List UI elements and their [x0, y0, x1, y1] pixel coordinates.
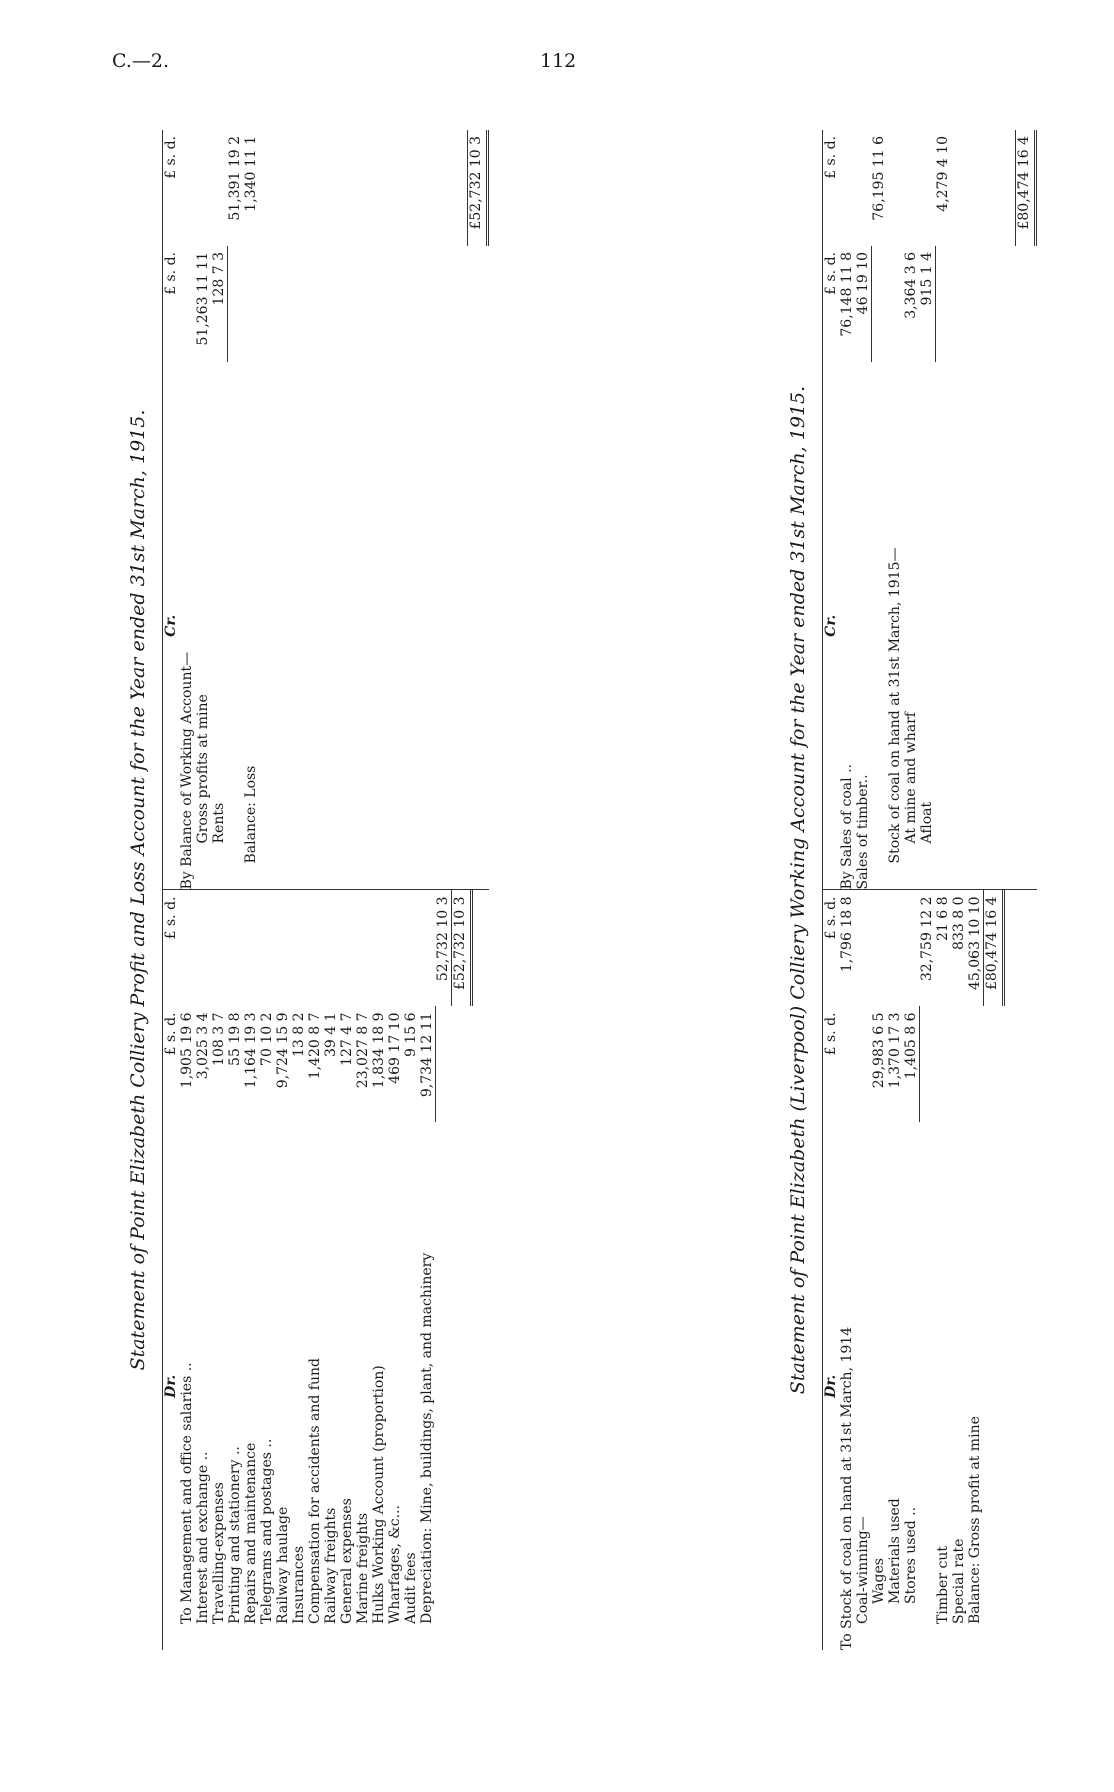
ledger-row [227, 891, 243, 1651]
ledger-row [935, 891, 951, 1651]
column-head: £ s. d. [163, 136, 179, 179]
ledger-row [259, 891, 275, 1651]
item-description: Telegrams and postages .. [259, 1438, 275, 1624]
ledger-row [403, 891, 419, 1651]
item-description: Gross profits at mine [195, 694, 211, 844]
opening-stock-label: To Stock of coal on hand at 31st March, 1914 [839, 1326, 855, 1650]
ledger-row [903, 891, 919, 1651]
ledger-row [967, 891, 983, 1651]
column-head: £ s. d. [163, 1012, 179, 1056]
coal-winning-total: 32,759 12 2 [919, 896, 935, 982]
credit-total: £80,474 16 4 [1015, 130, 1037, 246]
item-amount: 833 8 0 [951, 896, 967, 950]
ledger-row [195, 130, 211, 890]
item-amount: 128 7 3 [211, 252, 227, 306]
closing-stock-label: Stock of coal on hand at 31st March, 1915— [887, 547, 903, 864]
item-description: Timber cut [935, 1546, 951, 1624]
item-amount: 915 1 4 [919, 252, 935, 306]
column-head: £ s. d. [823, 1012, 839, 1056]
ledger-row [871, 891, 887, 1651]
ledger-row [275, 891, 291, 1651]
column-head: £ s. d. [823, 252, 839, 295]
item-amount: 127 4 7 [339, 1012, 355, 1066]
item-description: By Sales of coal .. [839, 764, 855, 890]
ledger-row [339, 891, 355, 1651]
debit-label: Dr. [163, 1374, 179, 1398]
sales-items [839, 130, 871, 890]
ledger-row [355, 891, 371, 1651]
working-account-statement [787, 130, 1114, 1650]
item-amount: 9,734 12 11 [419, 1012, 435, 1098]
opening-stock-amount: 1,796 18 8 [839, 896, 855, 973]
column-head: £ s. d. [823, 136, 839, 179]
balance-loss-amount: 1,340 11 1 [243, 136, 259, 212]
debit-total: £80,474 16 4 [983, 891, 1005, 1007]
statement-title: Statement of Point Elizabeth Colliery Profit and Loss Account for the Year ended 31st March, 1915. [127, 409, 149, 1371]
debit-subtotal: 52,732 10 3 [435, 896, 451, 982]
sales-total: 76,195 11 6 [871, 136, 887, 221]
stock-total: 4,279 4 10 [935, 136, 951, 212]
ledger-row [307, 891, 323, 1651]
item-amount: 51,263 11 11 [195, 252, 211, 346]
item-amount: 39 4 1 [323, 1012, 339, 1058]
item-description: Marine freights [355, 1512, 371, 1624]
item-amount: 13 8 2 [291, 1012, 307, 1058]
coal-winning-items [871, 891, 919, 1651]
item-amount: 70 10 2 [259, 1012, 275, 1066]
item-amount: 1,370 17 3 [887, 1012, 903, 1089]
ledger-row [855, 130, 871, 890]
ledger-row [179, 891, 195, 1651]
item-description: Depreciation: Mine, buildings, plant, and machinery [419, 1252, 435, 1624]
item-description: Travelling-expenses [211, 1482, 227, 1624]
debit-items [179, 891, 435, 1651]
item-description: Hulks Working Account (proportion) [371, 1365, 387, 1624]
item-description: General expenses [339, 1498, 355, 1624]
item-amount: 21 6 8 [935, 896, 951, 942]
column-head: £ s. d. [163, 252, 179, 295]
item-description: Railway haulage [275, 1506, 291, 1624]
item-description: Special rate [951, 1538, 967, 1624]
ledger-row [919, 130, 935, 890]
item-amount: 1,420 8 7 [307, 1012, 323, 1080]
ledger-row [195, 891, 211, 1651]
profit-loss-statement [127, 130, 490, 1650]
credit-subtotal: 51,391 19 2 [227, 136, 243, 221]
ledger-row [903, 130, 919, 890]
page-number: 112 [540, 50, 577, 72]
ledger-row [419, 891, 435, 1651]
ledger-row [211, 130, 227, 890]
debit-side [823, 890, 1037, 1651]
item-amount: 3,364 3 6 [903, 252, 919, 319]
page-reference: C.—2. [112, 50, 170, 72]
item-description: Sales of timber.. [855, 774, 871, 890]
column-head: £ s. d. [163, 896, 179, 940]
credit-label: Cr. [823, 614, 839, 637]
item-description: At mine and wharf [903, 712, 919, 844]
item-description: Materials used [887, 1498, 903, 1604]
debit-side [163, 890, 489, 1651]
item-amount: 108 3 7 [211, 1012, 227, 1066]
item-description: Insurances [291, 1545, 307, 1624]
ledger-row [371, 891, 387, 1651]
ledger-row [291, 891, 307, 1651]
item-description: Balance: Gross profit at mine [967, 1416, 983, 1624]
ledger-row [323, 891, 339, 1651]
item-description: To Management and office salaries .. [179, 1362, 195, 1624]
stock-items [903, 130, 935, 890]
ledger-row [211, 891, 227, 1651]
item-description: Audit fees [403, 1552, 419, 1624]
credit-side [823, 130, 1037, 890]
ledger-row [839, 130, 855, 890]
item-description: Wages [871, 1558, 887, 1604]
item-description: Interest and exchange .. [195, 1451, 211, 1624]
item-description: Stores used .. [903, 1506, 919, 1604]
item-description: Printing and stationery .. [227, 1446, 243, 1624]
ledger-row [243, 891, 259, 1651]
item-description: Compensation for accidents and fund [307, 1358, 323, 1624]
ledger-row [387, 891, 403, 1651]
debit-total: £52,732 10 3 [451, 891, 473, 1007]
item-amount: 45,063 10 10 [967, 896, 983, 991]
debit-other-items [935, 891, 983, 1651]
item-amount: 1,164 19 3 [243, 1012, 259, 1089]
credit-side [163, 130, 489, 890]
item-description: Rents [211, 802, 227, 844]
item-description: Wharfages, &c... [387, 1505, 403, 1624]
item-amount: 1,405 8 6 [903, 1012, 919, 1080]
column-head: £ s. d. [823, 896, 839, 940]
item-amount: 23,027 8 7 [355, 1012, 371, 1089]
credit-heading: By Balance of Working Account— [179, 651, 195, 890]
item-description: Afloat [919, 801, 935, 844]
item-amount: 76,148 11 8 [839, 252, 855, 337]
ledger-row [951, 891, 967, 1651]
item-amount: 9,724 15 9 [275, 1012, 291, 1089]
item-amount: 9 15 6 [403, 1012, 419, 1058]
coal-winning-label: Coal-winning— [855, 1516, 871, 1624]
statement-title: Statement of Point Elizabeth (Liverpool) Colliery Working Account for the Year ended 31st March, 1915. [787, 385, 809, 1395]
balance-loss-label: Balance: Loss [243, 765, 259, 864]
item-amount: 46 19 10 [855, 252, 871, 315]
item-amount: 3,025 3 4 [195, 1012, 211, 1080]
credit-label: Cr. [163, 614, 179, 637]
item-amount: 1,834 18 9 [371, 1012, 387, 1089]
ledger-row [887, 891, 903, 1651]
item-amount: 55 19 8 [227, 1012, 243, 1066]
item-amount: 469 17 10 [387, 1012, 403, 1084]
credit-total: £52,732 10 3 [467, 130, 489, 246]
item-amount: 29,983 6 5 [871, 1012, 887, 1089]
item-description: Repairs and maintenance [243, 1442, 259, 1624]
debit-label: Dr. [823, 1374, 839, 1398]
credit-items [195, 130, 227, 890]
item-amount: 1,905 19 6 [179, 1012, 195, 1089]
item-description: Railway freights [323, 1507, 339, 1624]
